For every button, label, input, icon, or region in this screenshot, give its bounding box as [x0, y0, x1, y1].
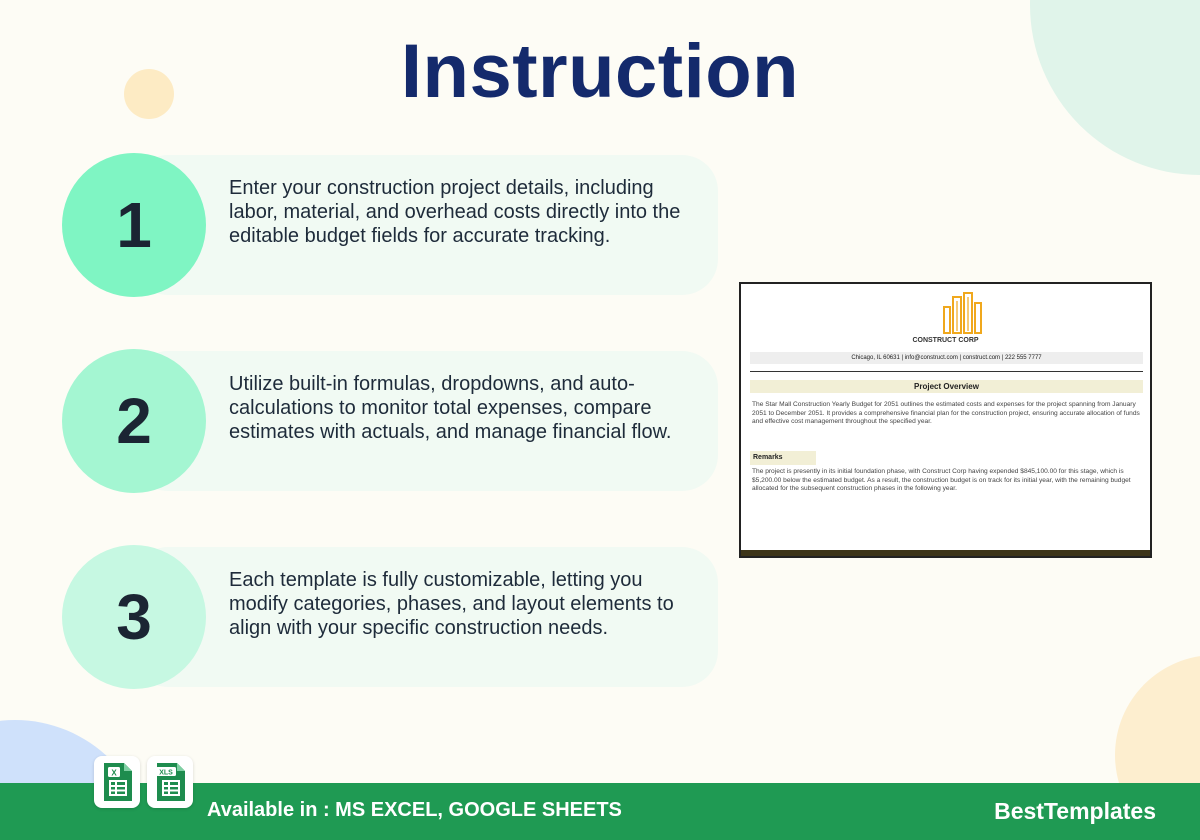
preview-footer-band — [741, 550, 1150, 556]
excel-icon — [94, 756, 140, 808]
preview-remarks-heading: Remarks — [750, 451, 816, 465]
availability-text: Available in : MS EXCEL, GOOGLE SHEETS — [207, 799, 622, 821]
svg-text:X: X — [111, 768, 117, 778]
page-title: Instruction — [400, 29, 800, 114]
step-text: Utilize built-in formulas, dropdowns, and auto-calculations to monitor total expenses, compare estimates with actuals, and manage financial flow. — [229, 373, 672, 443]
step-2 — [62, 349, 718, 493]
step-1 — [62, 153, 718, 297]
brand-name: BestTemplates — [994, 798, 1156, 824]
step-number-circle: 2 — [62, 349, 206, 493]
step-3 — [62, 545, 718, 689]
xls-file-icon — [147, 756, 193, 808]
step-text: Each template is fully customizable, letting you modify categories, phases, and layout elements to align with your specific construction needs. — [229, 569, 674, 639]
step-text: Enter your construction project details, including labor, material, and overhead costs directly into the editable budget fields for accurate tracking. — [229, 177, 681, 247]
step-number-circle: 3 — [62, 545, 206, 689]
step-number-circle: 1 — [62, 153, 206, 297]
preview-divider — [750, 371, 1143, 372]
preview-contact-line: Chicago, IL 60631 | info@construct.com | construct.com | 222 555 7777 — [750, 352, 1143, 364]
template-preview — [739, 282, 1152, 558]
preview-remarks-text: The project is presently in its initial foundation phase, with Construct Corp having expended $845,100.00 for this stage, which is $5,200.00 below the estimated budget. As a result, the construction budget is on track for its initial year, with the remaining budget allocated for the subsequent construction phases in the following year. — [752, 468, 1131, 493]
preview-company-name: CONSTRUCT CORP — [912, 337, 979, 344]
preview-overview-heading: Project Overview — [750, 380, 1143, 393]
svg-text:XLS: XLS — [159, 769, 173, 777]
building-logo-icon — [940, 291, 984, 335]
preview-overview-text: The Star Mall Construction Yearly Budget for 2051 outlines the estimated costs and expenses for the project spanning from January 2051 to December 2051. It provides a comprehensive financial plan for the construction project, ensuring accurate allocation of funds and effective cost management throughout the specified year. — [752, 401, 1140, 426]
